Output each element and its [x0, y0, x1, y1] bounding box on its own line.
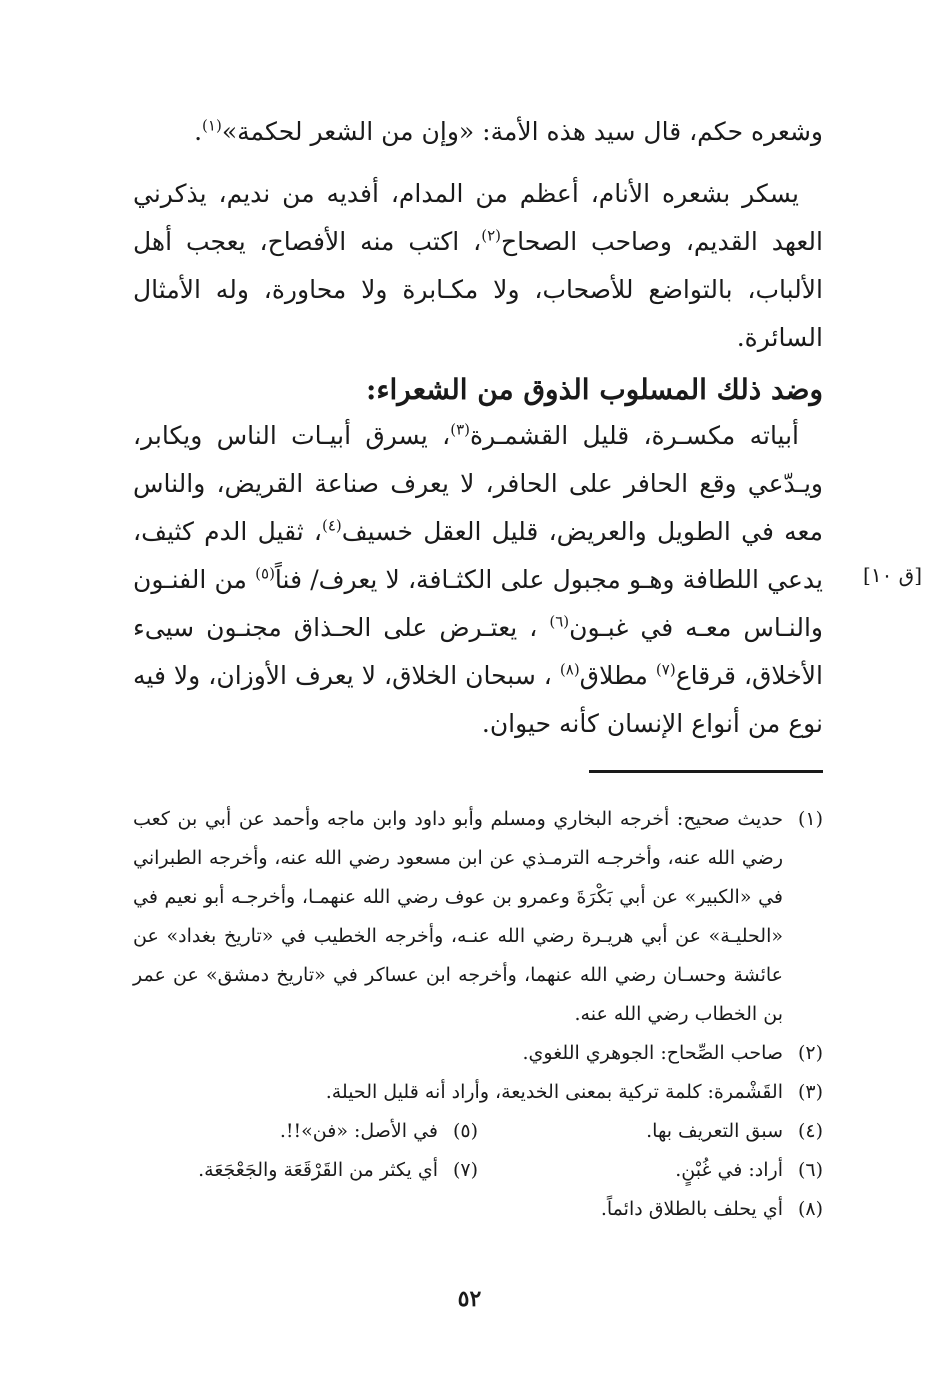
paragraph-2-part-b: ، اكتب منه الأفصاح، يعجب أهل الألباب، بالتواضع للأصحاب، ولا مكـابرة ولا محاورة، وله الأمثال السائرة. [133, 227, 823, 352]
footnote-separator [589, 770, 823, 773]
footnote-4-number: (٤) [797, 1120, 823, 1142]
footnote-5-number: (٥) [452, 1120, 478, 1142]
footnote-4-text: سبق التعريف بها. [646, 1120, 783, 1142]
footnote-3-text: القَشْمرة: كلمة تركية بمعنى الخديعة، وأراد أنه قليل الحيلة. [325, 1081, 783, 1103]
footnote-ref-2[interactable]: (٢) [481, 226, 501, 245]
paragraph-1-text: وشعره حكم، قال سيد هذه الأمة: «وإن من الشعر لحكمة» [221, 117, 823, 146]
footnote-2-text: صاحب الصِّحاح: الجوهري اللغوي. [522, 1042, 783, 1064]
manuscript-folio-marker: [ق ١٠] [863, 563, 922, 587]
footnote-2 [133, 1034, 823, 1073]
paragraph-3 [133, 412, 823, 748]
footnote-7 [133, 1151, 478, 1190]
footnote-4 [478, 1112, 823, 1151]
paragraph-1 [133, 108, 823, 156]
footnote-ref-5[interactable]: (٥) [255, 564, 275, 583]
footnote-8-number: (٨) [797, 1198, 823, 1220]
footnote-ref-3[interactable]: (٣) [450, 420, 470, 439]
footnotes [133, 800, 823, 1229]
paragraph-3-part-4: من الفنـون والنـاس معـه في غبـون [133, 565, 823, 642]
footnote-1 [133, 800, 823, 1034]
footnote-5-text: في الأصل: «فن»!!. [279, 1120, 438, 1142]
paragraph-1-tail: . [194, 117, 203, 146]
footnote-5 [133, 1112, 478, 1151]
footnote-6-text: أراد: في غُبْنٍ. [675, 1159, 783, 1181]
paragraph-3-part-6: مطلاق [579, 661, 656, 690]
paragraph-2 [133, 170, 823, 362]
footnote-6 [478, 1151, 823, 1190]
paragraph-2-part-a: يسكر بشعره الأنام، أعظم من المدام، أفديه من نديم، يذكرني العهد القديم، وصاحب الصحاح [133, 179, 823, 256]
footnote-3-number: (٣) [797, 1081, 823, 1103]
footnote-ref-4[interactable]: (٤) [322, 516, 342, 535]
footnote-1-number: (١) [797, 808, 823, 830]
footnote-row-4-5 [133, 1112, 823, 1151]
footnote-3 [133, 1073, 823, 1112]
footnote-ref-1[interactable]: (١) [202, 116, 222, 135]
footnote-7-text: أي يكثر من القَرْقَعَة والجَعْجَعَة. [198, 1159, 438, 1181]
paragraph-3-part-2: ، يسرق أبيـات الناس ويكابر، ويـدّعي وقع الحافر على الحافر، لا يعرف صناعة القريض، والناس معه في الطويل والعريض، قليل العقل خسيف [133, 421, 824, 546]
paragraph-3-part-5: ، يعتـرض على الحـذاق مجنـون سيىء الأخلاق، قرقاع [133, 613, 823, 690]
footnote-8-text: أي يحلف بالطلاق دائماً. [600, 1198, 783, 1220]
footnote-7-number: (٧) [452, 1159, 478, 1181]
footnote-8 [133, 1190, 823, 1229]
footnote-ref-6[interactable]: (٦) [549, 612, 570, 631]
section-heading: وضد ذلك المسلوب الذوق من الشعراء: [366, 373, 823, 406]
footnote-2-number: (٢) [797, 1042, 823, 1064]
footnote-row-6-7 [133, 1151, 823, 1190]
footnote-6-number: (٦) [797, 1159, 823, 1181]
page-number: ٥٢ [457, 1286, 482, 1312]
footnote-ref-8[interactable]: (٨) [559, 660, 580, 679]
paragraph-3-part-3: ، ثقيل الدم كثيف، يدعي اللطافة وهـو مجبول على الكثـافة، لا يعرف/ فناً [133, 517, 823, 594]
footnote-1-text: حديث صحيح: أخرجه البخاري ومسلم وأبو داود وابن ماجه وأحمد عن أبي بن كعب رضي الله عنه، وأخرجـه الترمـذي عن ابن مسعود رضي الله عنه، وأخرجه الطبراني في «الكبير» عن أبي بَكْرَةَ وعمرو بن عوف رضي الله عنهمـا، وأخرجـه أبو نعيم في «الحليـة» عن أبي هريـرة رضي الله عنـه، وأخرجه الخطيب في «تاريخ بغداد» عن عائشة وحسـان رضي الله عنهما، وأخرجه ابن عساكر في «تاريخ دمشق» عن عمر بن الخطاب رضي الله عنه. [133, 808, 783, 1025]
footnote-ref-7[interactable]: (٧) [655, 660, 676, 679]
paragraph-3-part-7: ، سبحان الخلاق، لا يعرف الأوزان، ولا فيه نوع من أنواع الإنسان كأنه حيوان. [133, 661, 823, 738]
paragraph-3-part-1: أبياته مكسـرة، قليل القشمـرة [469, 421, 800, 450]
